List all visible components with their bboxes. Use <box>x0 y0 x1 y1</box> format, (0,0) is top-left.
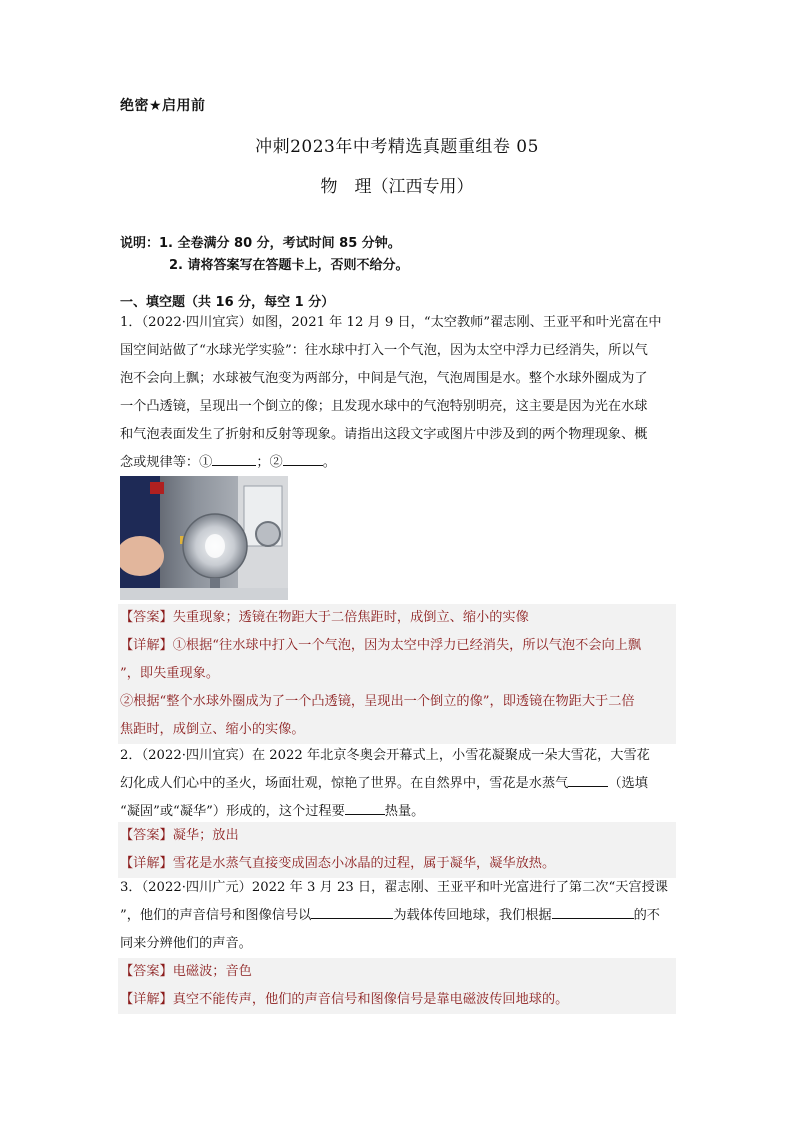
instruction-line-2: 2. 请将答案写在答题卡上，否则不给分。 <box>169 258 409 273</box>
answer-text: 失重现象；透镜在物距大于二倍焦距时，成倒立、缩小的实像 <box>172 610 529 625</box>
instructions <box>120 233 409 277</box>
question-2-line <box>120 770 676 798</box>
detail-row: 焦距时，成倒立、缩小的实像。 <box>120 722 305 737</box>
question-2-text: “凝固”或“凝华”）形成的，这个过程要 <box>120 804 345 819</box>
question-1-line: 国空间站做了“水球光学实验”：往水球中打入一个气泡，因为太空中浮力已经消失，所以气 <box>120 343 648 358</box>
answer-row <box>118 958 676 986</box>
question-3-text: ”，他们的声音信号和图像信号以 <box>120 908 312 923</box>
answer-text: 凝华；放出 <box>172 828 239 843</box>
question-3-line: 3．（2022·四川广元）2022 年 3 月 23 日，翟志刚、王亚平和叶光富进行了第二次“天宫授课 <box>120 880 668 895</box>
question-1-line: 泡不会向上飘；水球被气泡变为两部分，中间是气泡，气泡周围是水。整个水球外圈成为了 <box>120 371 648 386</box>
answer-row <box>118 822 676 850</box>
detail-tag: 【详解】 <box>120 992 173 1007</box>
question-1-text: ；② <box>256 455 283 470</box>
question-1-line: 一个凸透镜，呈现出一个倒立的像；且发现水球中的气泡特别明亮，这主要是因为光在水球 <box>120 399 648 414</box>
section-heading: 一、填空题（共 16 分，每空 1 分） <box>120 295 335 310</box>
instruction-line-1: 说明：1. 全卷满分 80 分，考试时间 85 分钟。 <box>120 236 401 251</box>
question-3 <box>120 874 676 958</box>
question-3-text: 的不 <box>633 908 660 923</box>
water-ball-photo <box>120 476 288 600</box>
answer-blank <box>311 902 393 919</box>
question-1-text: 。 <box>322 455 336 470</box>
detail-tag: 【详解】 <box>120 638 173 653</box>
question-1-line: 1．（2022·四川宜宾）如图，2021 年 12 月 9 日，“太空教师”翟志刚、王亚平和叶光富在中 <box>120 315 662 330</box>
detail-row: ②根据“整个水球外圈成为了一个凸透镜，呈现出一个倒立的像”，即透镜在物距大于二倍 <box>120 694 635 709</box>
question-1 <box>120 309 676 477</box>
question-1-line <box>120 449 676 477</box>
answer-text: 电磁波；音色 <box>172 964 252 979</box>
question-3-line <box>120 902 676 930</box>
answer-blank <box>552 902 634 919</box>
question-2-answer-box <box>118 822 676 878</box>
question-2-text: 热量。 <box>384 804 425 819</box>
answer-blank <box>345 798 385 815</box>
detail-tag: 【详解】 <box>120 856 173 871</box>
question-2 <box>120 742 676 826</box>
paper-title: 冲刺2023年中考精选真题重组卷 05 <box>255 137 539 157</box>
question-1-answer-box <box>118 604 676 744</box>
question-1-line: 和气泡表面发生了折射和反射等现象。请指出这段文字或图片中涉及到的两个物理现象、概 <box>120 427 648 442</box>
detail-text: 真空不能传声，他们的声音信号和图像信号是靠电磁波传回地球的。 <box>172 992 569 1007</box>
question-3-answer-box <box>118 958 676 1014</box>
secret-label: 绝密★启用前 <box>120 98 206 114</box>
question-3-line: 同来分辨他们的声音。 <box>120 936 252 951</box>
answer-tag: 【答案】 <box>120 610 173 625</box>
question-2-text: 幻化成人们心中的圣火，场面壮观，惊艳了世界。在自然界中，雪花是水蒸气 <box>120 776 569 791</box>
detail-row: ”，即失重现象。 <box>120 666 220 681</box>
answer-blank <box>283 449 323 466</box>
answer-blank <box>568 770 608 787</box>
question-2-line: 2．（2022·四川宜宾）在 2022 年北京冬奥会开幕式上，小雪花凝聚成一朵大雪花，大雪花 <box>120 748 650 763</box>
answer-tag: 【答案】 <box>120 964 173 979</box>
question-1-text: 念或规律等：① <box>120 455 213 470</box>
answer-tag: 【答案】 <box>120 828 173 843</box>
paper-subtitle: 物 理（江西专用） <box>320 177 474 197</box>
detail-row <box>118 632 676 660</box>
detail-text: ①根据“往水球中打入一个气泡，因为太空中浮力已经消失，所以气泡不会向上飘 <box>172 638 642 653</box>
question-3-text: 为载体传回地球，我们根据 <box>393 908 552 923</box>
water-ball-illustration <box>120 476 288 600</box>
answer-row <box>118 604 676 632</box>
detail-row <box>118 986 676 1014</box>
question-2-text: （选填 <box>608 776 648 791</box>
detail-text: 雪花是水蒸气直接变成固态小冰晶的过程，属于凝华，凝华放热。 <box>172 856 556 871</box>
answer-blank <box>212 449 256 466</box>
